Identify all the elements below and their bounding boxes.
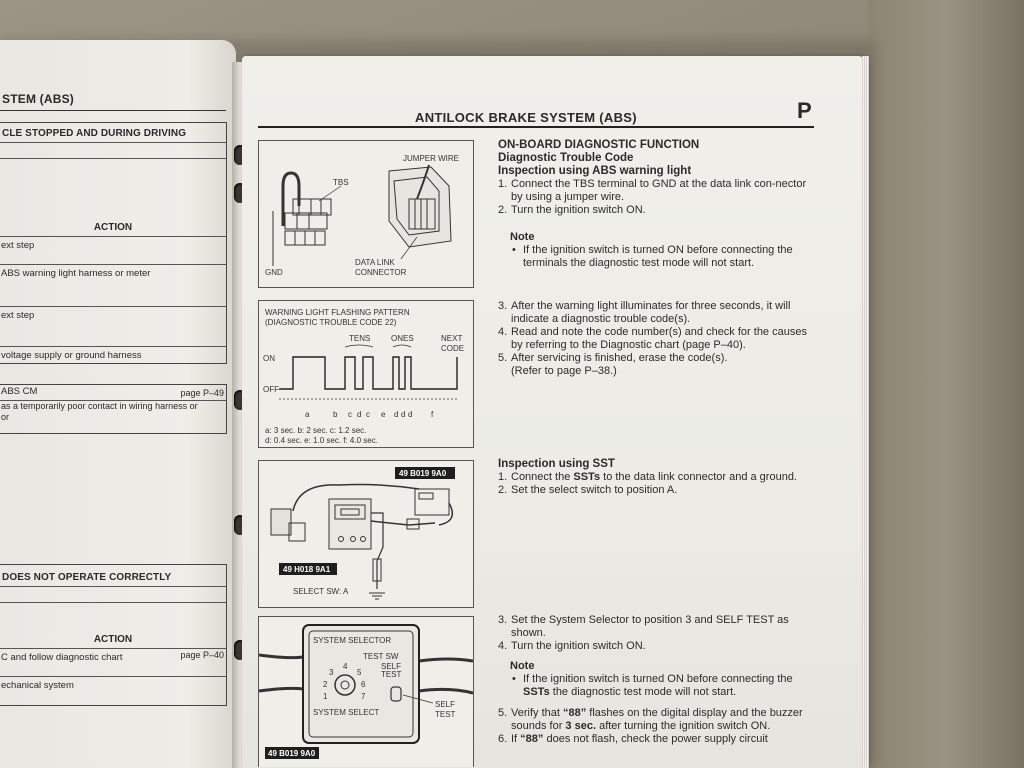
heading-dtc: Diagnostic Trouble Code xyxy=(498,152,634,164)
bullet: • xyxy=(512,673,516,685)
step-number: 1. xyxy=(498,471,508,483)
fig2-title-1: WARNING LIGHT FLASHING PATTERN xyxy=(265,308,410,317)
table-action-header-2: ACTION xyxy=(93,634,133,645)
table-title-2: DOES NOT OPERATE CORRECTLY xyxy=(2,572,172,583)
fig4-self-test-label-1: SELF xyxy=(435,700,456,709)
note-text: If the ignition switch is turned ON before connecting the terminals the diagnostic test mode will not start. xyxy=(523,244,793,269)
fig2-title-2: (DIAGNOSTIC TROUBLE CODE 22) xyxy=(265,318,397,327)
table-rule xyxy=(0,586,226,587)
page-ref-2: page P–40 xyxy=(180,650,224,660)
table-rule xyxy=(0,142,226,143)
step-text-bold: “88” xyxy=(520,733,544,745)
step-item xyxy=(498,484,818,497)
step-text: Set the select switch to position A. xyxy=(511,484,678,496)
table-row: ext step xyxy=(0,306,226,322)
step-text: to the data link connector and a ground. xyxy=(600,471,797,483)
fig1-tbs-label: TBS xyxy=(333,178,349,187)
step-number: 3. xyxy=(498,300,508,312)
step-number: 4. xyxy=(498,326,508,338)
fig3-sst-tag-1: 49 B019 9A0 xyxy=(399,469,447,478)
step-text: Verify that xyxy=(511,707,563,719)
step-item xyxy=(498,614,818,640)
fig2-on-label: ON xyxy=(263,354,275,363)
fig1-dlc-label-1: DATA LINK xyxy=(355,258,395,267)
table-row: voltage supply or ground harness xyxy=(0,346,226,362)
table-action-header-1: ACTION xyxy=(93,222,133,233)
step-text: Turn the ignition switch ON. xyxy=(511,640,646,652)
title-rule xyxy=(258,126,814,128)
note-item xyxy=(498,244,818,270)
background-cloth-right xyxy=(868,0,1024,768)
fig4-system-selector-label: SYSTEM SELECTOR xyxy=(313,636,392,645)
step-item xyxy=(498,352,818,365)
step-number: 1. xyxy=(498,178,508,190)
fig2-seg-label: d xyxy=(408,410,413,419)
fig2-seg-label: d xyxy=(357,410,362,419)
note-text-bold: SSTs xyxy=(523,686,550,698)
fig2-next-label-2: CODE xyxy=(441,344,465,353)
fig2-ones-label: ONES xyxy=(391,334,414,343)
heading-sst: Inspection using SST xyxy=(498,458,615,470)
text-block-abs-light xyxy=(498,139,818,270)
step-text-bold: 3 sec. xyxy=(565,720,597,732)
step-text: Connect the xyxy=(511,471,574,483)
fig2-legend-1: a: 3 sec. b: 2 sec. c: 1.2 sec. xyxy=(265,426,367,435)
step-text-bold: “88” xyxy=(562,707,587,719)
step-text: Read and note the code number(s) and check for the causes by referring to the Diagnostic chart (page P–40). xyxy=(511,326,807,351)
step-item xyxy=(498,178,818,204)
fig4-self-label: SELF xyxy=(381,662,402,671)
step-item xyxy=(498,326,818,352)
fig1-gnd-label: GND xyxy=(265,268,283,277)
figure-tbs-jumper xyxy=(258,140,474,288)
bullet: • xyxy=(512,244,516,256)
step-text: Turn the ignition switch ON. xyxy=(511,204,646,216)
table-row: as a temporarily poor contact in wiring harness or xyxy=(0,400,226,412)
step-number: 2. xyxy=(498,204,508,216)
text-block-steps-3-5 xyxy=(498,300,818,378)
step-number: 2. xyxy=(498,484,508,496)
step-item xyxy=(498,733,818,746)
section-letter: P xyxy=(797,98,812,123)
fig4-sst-tag: 49 B019 9A0 xyxy=(268,749,316,758)
table-row: C and follow diagnostic chart xyxy=(0,648,226,666)
fig4-dial-number: 3 xyxy=(329,668,334,677)
table-rule xyxy=(0,602,226,603)
fig4-dial-number: 6 xyxy=(361,680,366,689)
step-item xyxy=(498,204,818,217)
step-text: does not flash, check the power supply circuit xyxy=(543,733,768,745)
fig2-seg-label: d xyxy=(394,410,399,419)
table-row: ext step xyxy=(0,236,226,252)
fig2-next-label-1: NEXT xyxy=(441,334,463,343)
table-title-1: CLE STOPPED AND DURING DRIVING xyxy=(2,128,187,139)
fig2-seg-label: a xyxy=(305,410,310,419)
step-item xyxy=(498,640,818,653)
fig2-tens-label: TENS xyxy=(349,334,371,343)
step-item xyxy=(498,471,818,484)
page-edge xyxy=(862,56,869,768)
step-text-bold: SSTs xyxy=(573,471,601,483)
fig4-test-label: TEST xyxy=(381,670,402,679)
table-row: echanical system xyxy=(0,676,226,694)
fig2-legend-2: d: 0.4 sec. e: 1.0 sec. f: 4.0 sec. xyxy=(265,436,378,445)
fig4-dial-number: 4 xyxy=(343,662,348,671)
text-block-sst xyxy=(498,458,818,497)
page-title: ANTILOCK BRAKE SYSTEM (ABS) xyxy=(415,110,637,125)
fig2-seg-label: f xyxy=(431,410,434,419)
fig4-dial-number: 1 xyxy=(323,692,328,701)
fig2-seg-label: c xyxy=(348,410,352,419)
note-item xyxy=(498,673,818,699)
fig2-seg-label: c xyxy=(366,410,370,419)
step-item xyxy=(498,300,818,326)
heading-abs-light: Inspection using ABS warning light xyxy=(498,165,692,177)
left-page xyxy=(0,40,236,768)
step-text: after turning the ignition switch ON. xyxy=(596,720,771,732)
fig2-seg-label: e xyxy=(381,410,386,419)
table-row: ABS CM xyxy=(1,386,38,397)
left-header-rule xyxy=(0,110,226,111)
figure-sst-connection xyxy=(258,460,474,608)
step-number: 5. xyxy=(498,707,508,719)
note-heading: Note xyxy=(510,660,535,672)
step-text: Connect the TBS terminal to GND at the data link con-nector by using a jumper wire. xyxy=(511,178,807,203)
fig1-jumper-label: JUMPER WIRE xyxy=(403,154,459,163)
step-text: (Refer to page P–38.) xyxy=(511,365,617,377)
fig4-dial-number: 7 xyxy=(361,692,366,701)
step-number: 3. xyxy=(498,614,508,626)
step-text: After the warning light illuminates for three seconds, it will indicate a diagnostic trouble code(s). xyxy=(511,300,791,325)
page-ref-1: page P–49 xyxy=(180,388,224,398)
step-number: 4. xyxy=(498,640,508,652)
fig4-system-select-label: SYSTEM SELECT xyxy=(313,708,380,717)
step-number: 6. xyxy=(498,733,508,745)
table-row: or xyxy=(1,412,10,422)
fig4-self-test-label-2: TEST xyxy=(435,710,456,719)
fig4-test-sw-label: TEST SW xyxy=(363,652,399,661)
fig3-select-label: SELECT SW: A xyxy=(293,587,349,596)
step-text: Set the System Selector to position 3 and SELF TEST as shown. xyxy=(511,614,789,639)
note-text: the diagnostic test mode will not start. xyxy=(549,686,737,698)
note-heading: Note xyxy=(510,231,535,243)
note-text: If the ignition switch is turned ON before connecting the xyxy=(523,673,793,685)
fig2-seg-label: d xyxy=(401,410,406,419)
fig4-dial-number: 5 xyxy=(357,668,362,677)
left-page-header: STEM (ABS) xyxy=(2,92,74,106)
table-row: ABS warning light harness or meter xyxy=(0,264,226,280)
step-text: flashes on the digital display and the buzzer sounds for xyxy=(511,707,803,732)
step-text: If xyxy=(511,733,521,745)
step-item xyxy=(498,707,818,733)
fig1-dlc-label-2: CONNECTOR xyxy=(355,268,407,277)
figure-system-selector xyxy=(258,616,474,767)
right-page xyxy=(242,56,866,768)
fig3-sst-tag-2: 49 H018 9A1 xyxy=(283,565,331,574)
text-block-selector xyxy=(498,614,818,746)
step-item xyxy=(498,365,818,378)
table-rule xyxy=(0,158,226,159)
heading-obd: ON-BOARD DIAGNOSTIC FUNCTION xyxy=(498,139,700,151)
step-text: After servicing is finished, erase the code(s). xyxy=(511,352,728,364)
figure-flashing-pattern xyxy=(258,300,474,448)
fig4-dial-number: 2 xyxy=(323,680,328,689)
fig2-off-label: OFF xyxy=(263,385,279,394)
fig2-seg-label: b xyxy=(333,410,338,419)
step-number: 5. xyxy=(498,352,508,364)
